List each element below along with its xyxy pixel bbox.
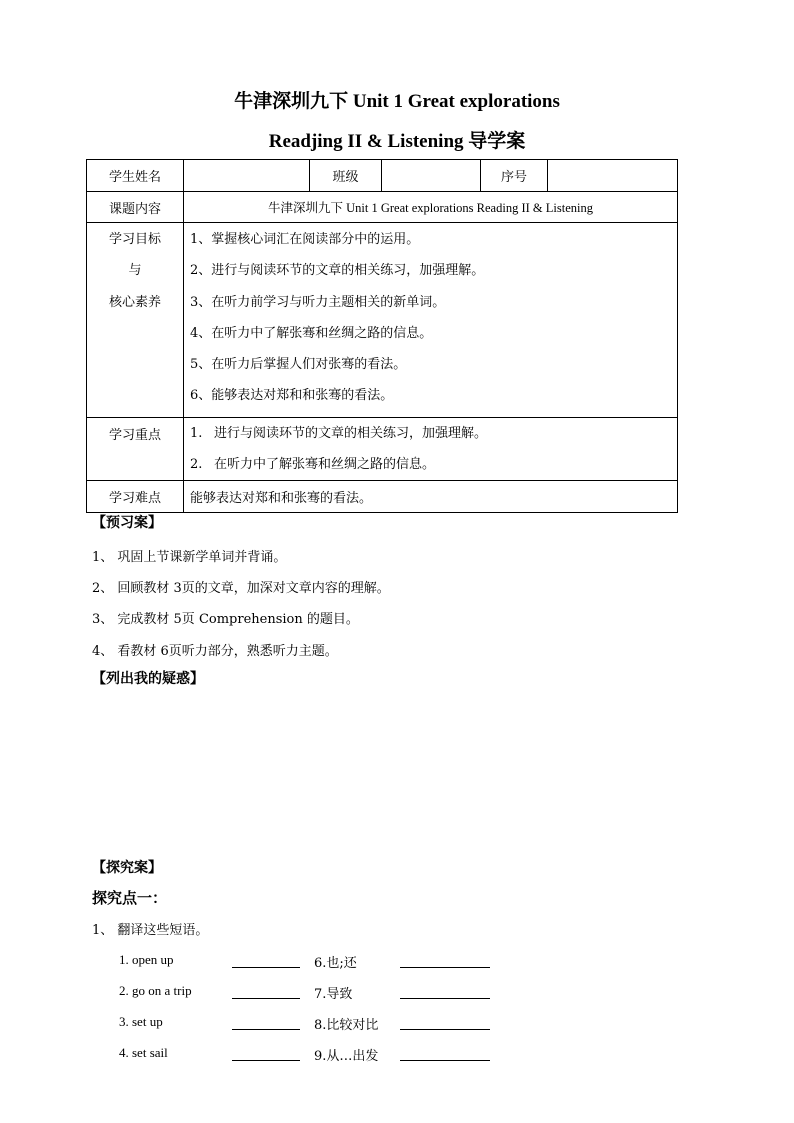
objective-item: 6、能够表达对郑和和张骞的看法。 [190, 388, 394, 404]
document-title: 牛津深圳九下 Unit 1 Great explorations [234, 91, 560, 112]
document-subtitle: Readjing II & Listening 导学案 [268, 131, 526, 152]
name-label: 学生姓名 [87, 160, 184, 192]
preview-item: 2、 回顾教材 3页的文章，加深对文章内容的理解。 [92, 581, 390, 596]
phrase-item: 9.从…出发 [314, 1049, 379, 1064]
topic-label: 课题内容 [87, 192, 184, 223]
class-label: 班级 [310, 160, 382, 192]
answer-blank[interactable] [232, 966, 300, 968]
objectives-label-line: 核心素养 [108, 294, 161, 310]
answer-blank[interactable] [400, 997, 490, 999]
preview-item: 3、 完成教材 5页 Comprehension 的题目。 [92, 612, 359, 627]
objective-item: 1、掌握核心词汇在阅读部分中的运用。 [190, 232, 420, 247]
difficulty-label: 学习难点 [87, 480, 184, 512]
phrase-item: 4. set sail [119, 1045, 168, 1060]
key-point-number: 1. [190, 425, 203, 441]
class-field[interactable] [382, 160, 481, 192]
answer-blank[interactable] [400, 1028, 490, 1030]
explore-point-one: 探究点一： [92, 889, 168, 907]
phrase-item: 3. set up [119, 1014, 163, 1029]
preview-item: 1、 巩固上节课新学单词并背诵。 [92, 550, 287, 565]
objectives-label-line: 学习目标 [108, 232, 161, 247]
questions-heading: 【列出我的疑惑】 [92, 671, 204, 687]
topic-value: 牛津深圳九下 Unit 1 Great explorations Reading II & Listening [184, 192, 678, 223]
answer-blank[interactable] [232, 1059, 300, 1061]
key-point-item [184, 418, 677, 449]
phrase-item: 8.比较对比 [314, 1018, 379, 1033]
key-points-label: 学习重点 [87, 417, 184, 480]
objective-item: 4、在听力中了解张骞和丝绸之路的信息。 [190, 325, 433, 341]
name-field[interactable] [184, 160, 310, 192]
objective-item: 2、进行与阅读环节的文章的相关练习，加强理解。 [190, 263, 485, 279]
phrase-item: 7.导致 [314, 987, 353, 1002]
phrase-item: 1. open up [119, 952, 174, 967]
objectives-label [87, 223, 184, 418]
preview-item: 4、 看教材 6页听力部分，熟悉听力主题。 [92, 644, 338, 659]
objectives-list [184, 223, 678, 418]
answer-blank[interactable] [232, 997, 300, 999]
objective-item: 5、在听力后掌握人们对张骞的看法。 [190, 357, 407, 373]
number-field[interactable] [548, 160, 678, 192]
number-label: 序号 [481, 160, 548, 192]
key-point-text: 在听力中了解张骞和丝绸之路的信息。 [214, 456, 436, 472]
phrase-item: 2. go on a trip [119, 983, 192, 998]
key-point-number: 2. [190, 456, 203, 472]
key-point-item [184, 449, 677, 480]
answer-blank[interactable] [232, 1028, 300, 1030]
phrase-item: 6.也;还 [314, 956, 357, 971]
answer-blank[interactable] [400, 966, 490, 968]
preview-heading: 【预习案】 [92, 515, 162, 531]
key-points-list [184, 417, 678, 480]
answer-blank[interactable] [400, 1059, 490, 1061]
objectives-label-line: 与 [128, 263, 142, 279]
info-table [86, 159, 678, 513]
task-instruction: 1、 翻译这些短语。 [92, 923, 209, 938]
difficulty-value: 能够表达对郑和和张骞的看法。 [184, 480, 678, 512]
key-point-text: 进行与阅读环节的文章的相关练习，加强理解。 [214, 425, 488, 441]
explore-heading: 【探究案】 [92, 860, 162, 876]
objective-item: 3、在听力前学习与听力主题相关的新单词。 [190, 294, 446, 310]
